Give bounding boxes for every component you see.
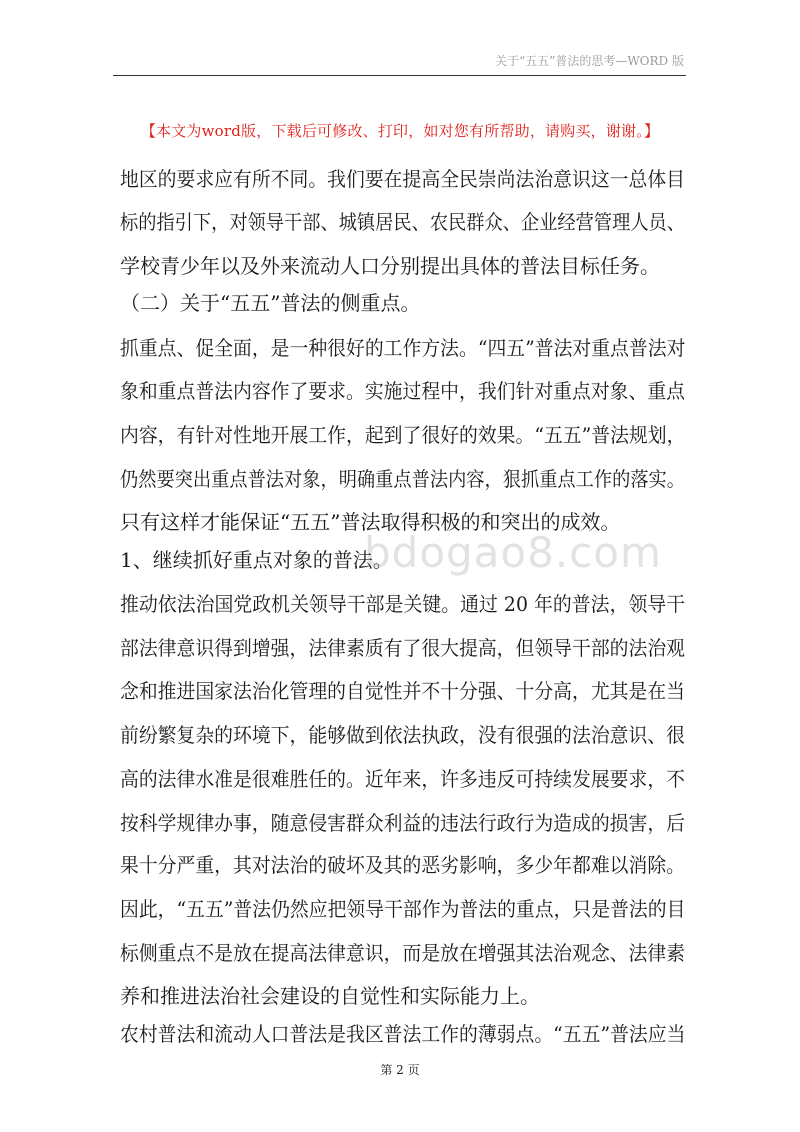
body-line: 按科学规律办事，随意侵害群众利益的违法行政行为造成的损害，后: [120, 811, 685, 835]
download-notice: 【本文为word版，下载后可修改、打印，如对您有所帮助，请购买，谢谢。】: [140, 122, 660, 140]
body-line: 学校青少年以及外来流动人口分别提出具体的普法目标任务。: [120, 254, 660, 278]
body-line: 高的法律水准是很难胜任的。近年来，许多违反可持续发展要求，不: [120, 767, 685, 791]
body-line: 仍然要突出重点普法对象，明确重点普法内容，狠抓重点工作的落实。: [120, 467, 685, 491]
watermark: bdogao8.com: [364, 528, 662, 577]
header-divider: [113, 75, 686, 76]
page-header-title: 关于“五五”普法的思考—WORD 版: [495, 54, 684, 68]
body-line: 地区的要求应有所不同。我们要在提高全民崇尚法治意识这一总体目: [120, 167, 685, 191]
body-line: 部法律意识得到增强，法律素质有了很大提高，但领导干部的法治观: [120, 636, 685, 660]
body-line: 内容，有针对性地开展工作，起到了很好的效果。“五五”普法规划，: [120, 423, 686, 447]
page-number: 第 2 页: [380, 1063, 420, 1077]
body-line: 标的指引下，对领导干部、城镇居民、农民群众、企业经营管理人员、: [120, 210, 685, 234]
body-line: 象和重点普法内容作了要求。实施过程中，我们针对重点对象、重点: [120, 379, 685, 403]
body-line: 只有这样才能保证“五五”普法取得积极的和突出的成效。: [120, 510, 621, 534]
body-line: 农村普法和流动人口普法是我区普法工作的薄弱点。“五五”普法应当: [120, 1022, 686, 1046]
body-line: 标侧重点不是放在提高法律意识，而是放在增强其法治观念、法律素: [120, 941, 685, 965]
body-line: 果十分严重，其对法治的破坏及其的恶劣影响，多少年都难以消除。: [120, 853, 685, 877]
body-line: 养和推进法治社会建设的自觉性和实际能力上。: [120, 984, 540, 1008]
section-heading: （二）关于“五五”普法的侧重点。: [120, 291, 421, 315]
subsection-heading: 1、继续抓好重点对象的普法。: [120, 548, 393, 572]
body-line: 念和推进国家法治化管理的自觉性并不十分强、十分高，尤其是在当: [120, 679, 685, 703]
body-line: 前纷繁复杂的环境下，能够做到依法执政，没有很强的法治意识、很: [120, 723, 685, 747]
body-line: 抓重点、促全面，是一种很好的工作方法。“四五”普法对重点普法对: [120, 336, 686, 360]
body-line: 推动依法治国党政机关领导干部是关键。通过 20 年的普法，领导干: [120, 592, 686, 616]
body-line: 因此，“五五”普法仍然应把领导干部作为普法的重点，只是普法的目: [120, 897, 686, 921]
